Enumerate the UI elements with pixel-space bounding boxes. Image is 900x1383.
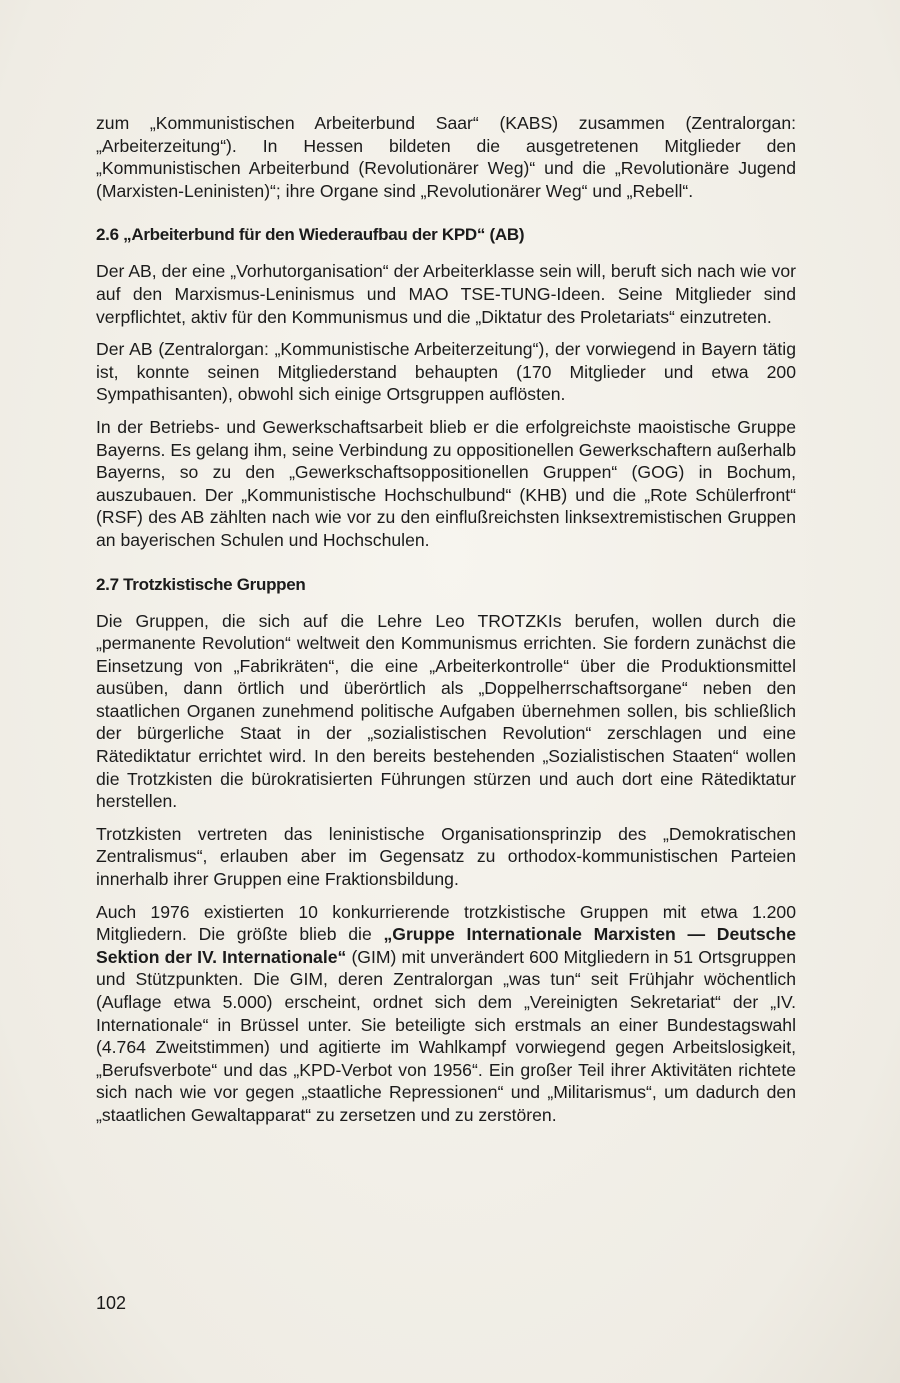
paragraph-text: Auch 1976 existierten 10 konkurrierende trotzkistische Gruppen mit etwa 1.200 Mitgliedern. Die größte blieb die [96, 901, 796, 945]
paragraph-text: (GIM) mit unverändert 600 Mitgliedern in 51 Ortsgruppen und Stützpunkten. Die GIM, deren Zentralorgan „was tun“ seit Frühjahr wöchentlich (Auflage etwa 5.000) erscheint, ordnet sich dem „Vereinigten Sekretariat“ der „IV. Internationale“ in Brüssel unter. Sie beteiligte sich erstmals an einer Bundestagswahl (4.764 Zweitstimmen) und agitierte im Wahlkampf vorwiegend gegen Arbeitslosigkeit, „Berufsverbote“ und das „KPD-Verbot von 1956“. Ein großer Teil ihrer Aktivitäten richtete sich nach wie vor gegen „staatliche Repressionen“ und „Militarismus“, um dadurch den „staatlichen Gewaltapparat“ zu zersetzen und zu zerstören. [96, 946, 797, 1125]
section-2-7-paragraph: Die Gruppen, die sich auf die Lehre Leo TROTZKIs berufen, wollen durch die „permanente Revolution“ weltweit den Kommunismus errichten. Sie fordern zunächst die Einsetzung von „Fabrikräten“, die eine „Arbeiterkontrolle“ über die Produktionsmittel ausüben, dann örtlich und überörtlich als „Doppelherrschaftsorgane“ neben den staatlichen Organen zunehmend politische Aufgaben übernehmen sollen, bis schließlich der bürgerliche Staat in der „sozialistischen Revolution“ zerschlagen und eine Rätediktatur errichtet wird. In den bereits bestehenden „Sozialistischen Staaten“ wollen die Trotzkisten die bürokratisierten Führungen stürzen und auch dort eine Rätediktatur herstellen. [96, 610, 796, 812]
section-2-6-paragraph: Der AB (Zentralorgan: „Kommunistische Arbeiterzeitung“), der vorwiegend in Bayern tätig ist, konnte seinen Mitgliederstand behaupten (170 Mitglieder und etwa 200 Sympathisanten), obwohl sich einige Ortsgruppen auflösten. [96, 339, 796, 405]
section-heading-2-7: 2.7 Trotzkistische Gruppen [96, 574, 306, 594]
section-2-7-paragraph: Trotzkisten vertreten das leninistische Organisationsprinzip des „Demokratischen Zentralismus“, erlauben aber im Gegensatz zu orthodox-kommunistischen Parteien innerhalb ihrer Gruppen eine Fraktionsbildung. [96, 823, 796, 890]
page-number: 102 [96, 1293, 127, 1313]
intro-paragraph: zum „Kommunistischen Arbeiterbund Saar“ (KABS) zusammen (Zentralorgan: „Arbeiterzeitung“). In Hessen bildeten die ausgetretenen Mitglieder den „Kommunistischen Arbeiterbund (Revolutionärer Weg)“ und die „Revolutionäre Jugend (Marxisten-Leninisten)“; ihre Organe sind „Revolutionärer Weg“ und „Rebell“. [96, 113, 796, 201]
organization-name-bold: „Gruppe Internationale Marxisten — Deutsche Sektion der IV. Internationale“ [96, 924, 796, 967]
section-2-6-paragraph: In der Betriebs- und Gewerkschaftsarbeit blieb er die erfolgreichste maoistische Gruppe Bayerns. Es gelang ihm, seine Verbindung zu oppositionellen Gewerkschaftern außerhalb Bayerns, so zu den „Gewerkschaftsoppositionellen Gruppen“ (GOG) in Bochum, auszubauen. Der „Kommunistische Hochschulbund“ (KHB) und die „Rote Schülerfront“ (RSF) des AB zählten nach wie vor zu den einflußreichsten linksextremistischen Gruppen an bayerischen Schulen und Hochschulen. [96, 416, 796, 550]
section-2-7-last-paragraph [96, 901, 796, 1127]
section-heading-2-6: 2.6 „Arbeiterbund für den Wiederaufbau der KPD“ (AB) [96, 225, 525, 245]
page-body [96, 112, 796, 1137]
section-2-6-paragraph: Der AB, der eine „Vorhutorganisation“ der Arbeiterklasse sein will, beruft sich nach wie vor auf den Marxismus-Leninismus und MAO TSE-TUNG-Ideen. Seine Mitglieder sind verpflichtet, aktiv für den Kommunismus und die „Diktatur des Proletariats“ einzutreten. [96, 261, 796, 327]
